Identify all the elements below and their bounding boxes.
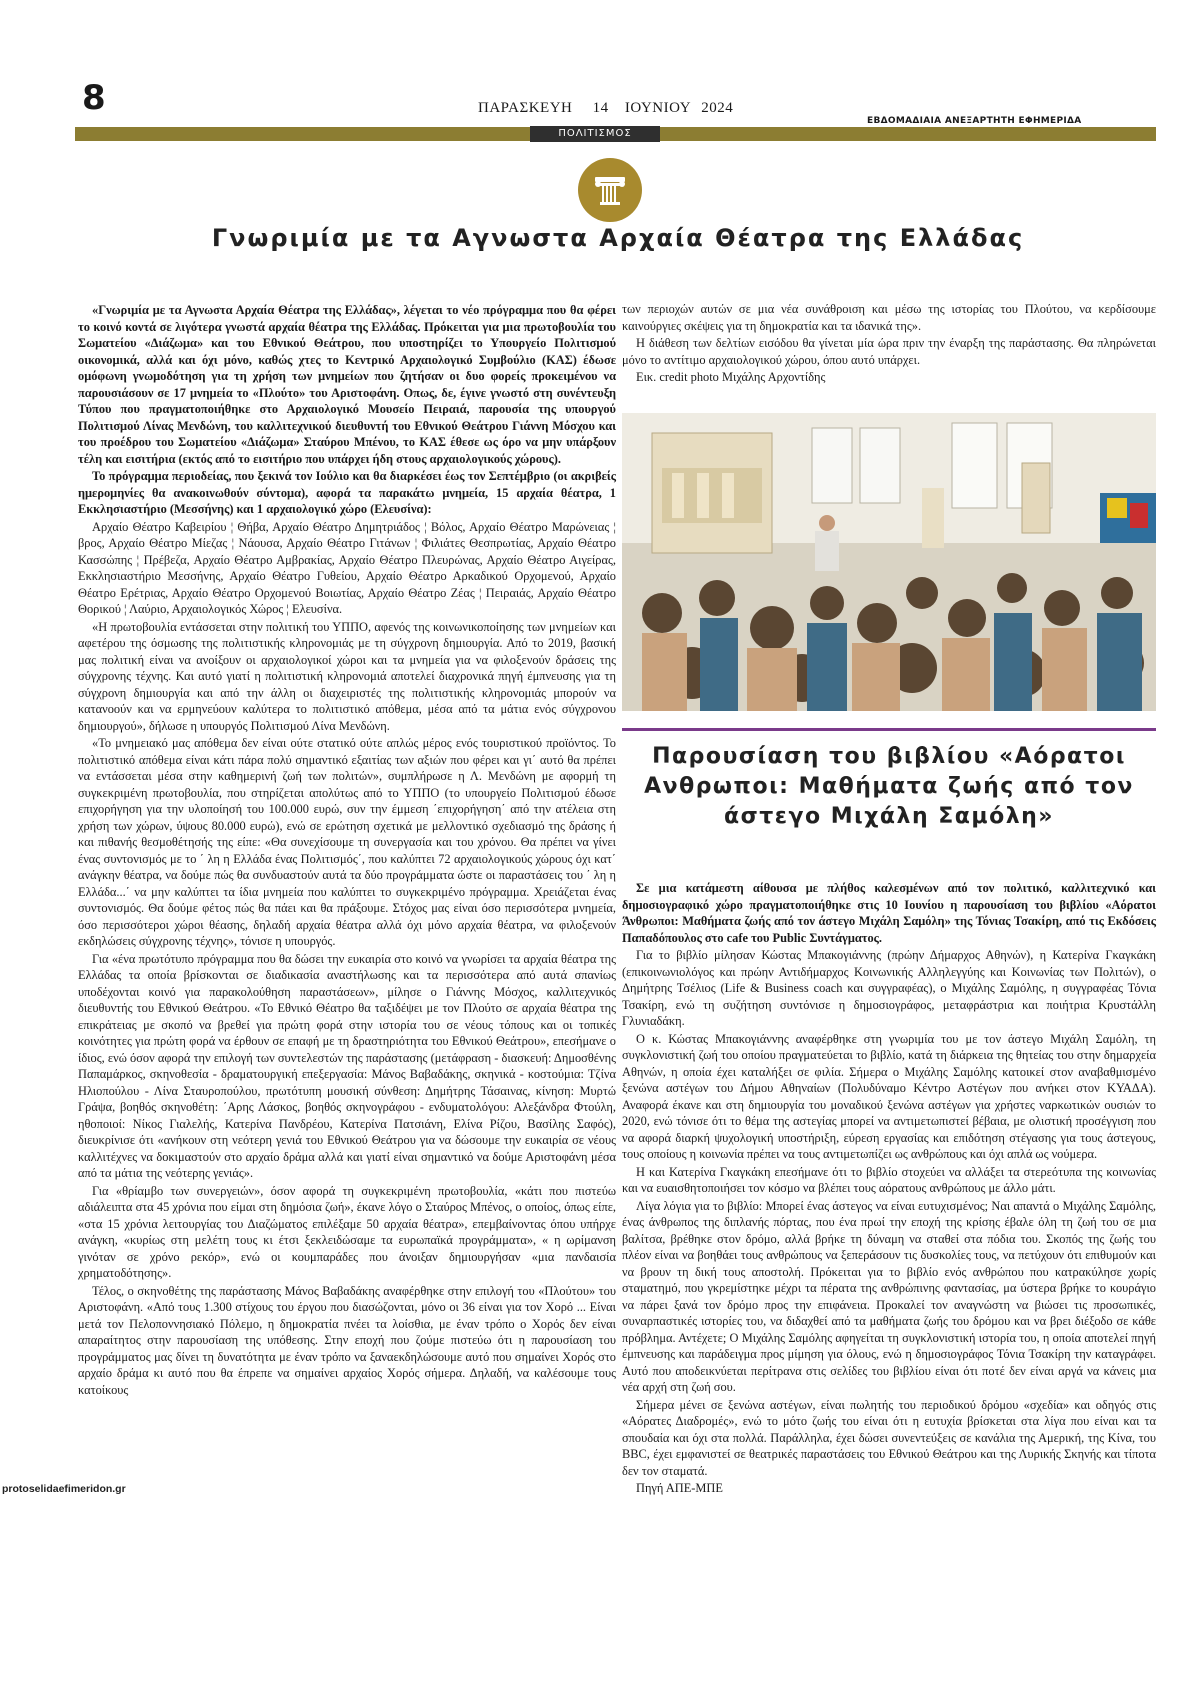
article-paragraph: «Το μνημειακό μας απόθεμα δεν είναι ούτε στατικό ούτε απλώς μέρος ενός τουριστικού προϊόντος. Το πολιτιστικό απόθεμα είναι κάτι πάρα πολύ σημαντικό εξαιτίας των αξιών που φέρει και γι΄ αυτό θα πρέπει να εντάσσεται μέσα στην καθημερινή ζωή των πολιτών», συμπλήρωσε η Λ. Μενδώνη με αφορμή τη συγκεκριμένη πρωτοβουλία, που στηρίζεται απολύτως από το ΥΠΠΟ (το υπουργείο Πολιτισμού έδωσε επιχορήγηση για την υλοποίησή του 100.000 ευρώ, συν την έμμεση ΄επιχορήγηση΄ από την ατέλεια στη χρήση των χώρων, ύψους 80.000 ευρώ), ενώ σε ερώτηση σχετικά με μελλοντικό σχεδιασμό της δράσης ή και πιθανής θεσμοθέτησής της είπε: «Θα συνεχίσουμε τη συνεργασία και του χρόνου. Θα πρέπει να γίνει ένας συντονισμός με το ΄ λη η Ελλάδα ένας Πολιτισμός΄, που καλύπτει 72 αρχαιολογικούς χώρους όχι κατ΄ ανάγκην θέατρα, να δούμε πώς θα συνδυαστούν αυτά τα δύο προγράμματα ώστε οι παραστάσεις του ΄ λη η Ελλάδα...΄ να μην καλύπτει τα ίδια μνημεία που καλύπτει το συγκεκριμένο πρόγραμμα. Χρειάζεται ένας συντονισμός. Θα δούμε φέτος πώς θα πάει και θα πράξουμε. Στόχος μας είναι όσο περισσότερα μνημεία, όσο περισσότεροι χώροι θέασης, δηλαδή αρχαία θέατρα αλλά όχι μόνο αρχαία θέατρα, να φιλοξενούν εκδηλώσεις σύγχρονης τέχνης», τόνισε η υπουργός. xyxy=(78,736,616,948)
article-paragraph: Για «θρίαμβο των συνεργειών», όσον αφορά τη συγκεκριμένη πρωτοβουλία, «κάτι που πιστεύω αδιάλειπτα στα 45 χρόνια που είμαι στη δημόσια ζωή», έκανε λόγο ο Σταύρος Μπένος, ο οποίος, όπως είπε, «στα 15 χρόνια λειτουργίας του Διαζώματος επιλέξαμε 50 αρχαία θέατρα», επεμβαίνοντας όπου υπήρχε ανάγκη, «κυρίως στη μελέτη τους κι έτσι ξεκλειδώσαμε τα ευρωπαϊκά προγράμματα», « η ωρίμανση γινόταν σε χρόνο ρεκόρ», ενώ οι κουμπαράδες που άνοιξαν δημιουργήσαν «μια πανδαισία χρηματοδότησης». xyxy=(78,1183,616,1280)
column-icon xyxy=(578,158,642,222)
masthead: ΕΒΔΟΜΑΔΙΑΙΑ ΑΝΕΞΑΡΤΗΤΗ ΕΦΗΜΕΡΙΔΑ xyxy=(867,116,1082,126)
article-paragraph: Η διάθεση των δελτίων εισόδου θα γίνεται μία ώρα πριν την έναρξη της παράστασης. Θα πληρώνεται μόνο το αντίτιμο αρχαιολογικού χώρου, όπου αυτό υπάρχει. xyxy=(622,336,1156,367)
article-paragraph: Σε μια κατάμεστη αίθουσα με πλήθος καλεσμένων από τον πολιτικό, καλλιτεχνικό και δημοσιογραφικό χώρο πραγματοποιήθηκε στις 10 Ιουνίου η παρουσίαση του βιβλίου «Αόρατοι Άνθρωποι: Μαθήματα ζωής από τον άστεγο Μιχάλη Σαμόλη» της Τόνιας Τσακίρη, από τις Εκδόσεις Παπαδόπουλος στο cafe του Public Συντάγματος. xyxy=(622,881,1156,945)
article-paragraph: Ο κ. Κώστας Μπακογιάννης αναφέρθηκε στη γνωριμία του με τον άστεγο Μιχάλη Σαμόλη, τη συγκλονιστική ζωή του οποίου πραγματεύεται το βιβλίο, κατά τη διάρκεια της θητείας του στην δημαρχεία Αθηνών, η οποία έχει καταλήξει σε φιλία. Σήμερα ο Μιχάλης Σαμόλης κατοικεί στον αναβαθμισμένο ξενώνα αστέγων του Δήμου Αθηναίων (Πολυδύναμο Κέντρο Αστέγων που ανήκει στον ΚΥΑΔΑ). Αναφορά έκανε και στη δημιουργία του μοναδικού ξενώνα αστέγων για χρήστες ναρκωτικών ουσιών το 2020, ενώ τόνισε ότι το θέμα της αστεγίας μπορεί να αντιμετωπιστεί βέβαια, με ολιστική προσέγγιση που να αφορά διαρκή ψυχολογική υποστήριξη, εύρεση εργασίας και επιδότηση στέγασης για τους άστεγους, τους οποίους η κοινωνία πρέπει να τους αντιμετωπίζει ως ανθρώπους και όχι απλά ως νούμερα. xyxy=(622,1031,1156,1161)
article-paragraph: Λίγα λόγια για το βιβλίο: Μπορεί ένας άστεγος να είναι ευτυχισμένος; Ναι απαντά ο Μιχάλης Σαμόλης, ένας άνθρωπος της διπλανής πόρτας, που ένα πρωί την εποχή της κρίσης έβαλε όλη τη ζωή του σε μια βαλίτσα, βρέθηκε στον δρόμο, αλλά βρήκε τη δύναμη να σταθεί στα πόδια του. Σκοπός της ζωής του πλέον είναι να βοηθάει τους ανθρώπους να ξεπεράσουν τις δυσκολίες τους, να πετύχουν ότι επιθυμούν και να βρουν τη δική τους αποστολή. Πρόκειται για το βιβλίο ενός ανθρώπου που κατρακύλησε χωρίς σταματημό, που γκρεμίστηκε μέχρι τα πέρατα της ανθρώπινης φαντασίας, μα ύστερα βρήκε το κουράγιο να πάρει ξανά τον δρόμο προς την επιφάνεια. Προκαλεί τον αναγνώστη να βιώσει τις προσωπικές, συναρπαστικές ιστορίες του, να διδαχθεί από τα μαθήματα ζωής του δρόμου και να βρει διέξοδο σε κάθε πρόβλημα. Αντέχετε; Ο Μιχάλης Σαμόλης αφηγείται τη συγκλονιστική ιστορία του, η οποία αποτελεί πηγή έμπνευσης και παράδειγμα προς μίμηση για όλους, ενώ η δημοσιογράφος Τόνια Τσακίρη την καταγράφει. Αυτό που αποδεικνύεται περίτρανα στις σελίδες του βιβλίου είναι ότι ποτέ δεν είναι αργά να κάνεις μια νέα αρχή στη ζωή σου. xyxy=(622,1198,1156,1394)
page-number: 8 xyxy=(82,78,106,118)
article-body-continuation xyxy=(622,301,1156,387)
article-paragraph: Αρχαίο Θέατρο Καβειρίου ¦ Θήβα, Αρχαίο Θέατρο Δημητριάδος ¦ Βόλος, Αρχαίο Θέατρο Μαρώνειας ¦ βρος, Αρχαίο Θέατρο Μίεζας ¦ Νάουσα, Αρχαίο Θέατρο Γιτάνων ¦ Φιλιάτες Θεσπρωτίας, Αρχαίο Θέατρο Κασσώπης ¦ Πρέβεζα, Αρχαίο Θέατρο Αμβρακίας, Αρχαίο Θέατρο Πλευρώνας, Αρχαίο Θέατρο Αιγείρας, Εκκλησιαστήριο Μεσσήνης, Αρχαίο Θέατρο Γυθείου, Αρχαίο Θέατρο Αρκαδικού Ορχομενού, Αρχαίο Θέατρο Ερέτριας, Αρχαίο Θέατρο Ορχομενού Βοιωτίας, Αρχαίο Θέατρο Ζέας ¦ Πειραιάς, Αρχαίο Θέατρο Θορικού ¦ Λαύριο, Αρχαιολογικός Χώρος ¦ Ελευσίνα. xyxy=(78,519,616,616)
article-paragraph: των περιοχών αυτών σε μια νέα συνάθροιση και μέσω της ιστορίας του Πλούτου, να κερδίσουμε καινούργιες σκέψεις για τη δημοκρατία και τα ιδανικά της». xyxy=(622,302,1156,333)
watermark: protoselidaefimeridon.gr xyxy=(2,1483,126,1495)
date-year: 2024 xyxy=(701,100,734,116)
article-paragraph: Η και Κατερίνα Γκαγκάκη επεσήμανε ότι το βιβλίο στοχεύει να αλλάξει τα στερεότυπα της κοινωνίας και να ευαισθητοποιήσει τον κόσμο να βλέπει τους αόρατους ανθρώπους με άλλο μάτι. xyxy=(622,1164,1156,1195)
dateline xyxy=(478,100,739,117)
source-credit: Πηγή ΑΠΕ-ΜΠΕ xyxy=(636,1481,723,1495)
article-body-left xyxy=(78,302,616,1399)
section-label: ΠΟΛΙΤΙΣΜΟΣ xyxy=(530,126,660,142)
article-paragraph: Τέλος, ο σκηνοθέτης της παράστασης Μάνος Βαβαδάκης αναφέρθηκε στην επιλογή του «Πλούτου» του Αριστοφάνη. «Από τους 1.300 στίχους του έργου που διασώζονται, μόνο οι 36 είναι για τον Χορό ... Είναι μετά τον Πελοποννησιακό Πόλεμο, η δημοκρατία πνέει τα λοίσθια, με έναν τρόπο ο Χορός δεν είναι απαραίτητος στην παρουσίαση της υπόθεσης. Στην εποχή που ζούμε πιστεύω ότι η παρουσίαση του προγράμματος μας δίνει τη δυνατότητα με έναν τρόπο να ξαναεκδηλώσουμε αυτό που σημαίνει Χορός στο αρχαίο δράμα κι αυτό που θα έπρεπε να σημαίνει αρχαίος Χορός σήμερα. Δηλαδή, να καλέσουμε τους κατοίκους xyxy=(78,1283,616,1397)
date-month: ΙΟΥΝΙΟΥ xyxy=(624,100,692,116)
date-day: 14 xyxy=(592,100,609,116)
divider xyxy=(622,728,1156,731)
article-title-secondary: Παρουσίαση του βιβλίου «Αόρατοι Ανθρωποι: Μαθήματα ζωής από τον άστεγο Μιχάλη Σαμόλη» xyxy=(644,744,1134,829)
article-body-secondary xyxy=(622,880,1156,1498)
photo-credit: Εικ. credit photo Μιχάλης Αρχοντίδης xyxy=(636,370,826,384)
event-photo xyxy=(622,413,1156,711)
article-paragraph: Για «ένα πρωτότυπο πρόγραμμα που θα δώσει την ευκαιρία στο κοινό να γνωρίσει τα αρχαία θέατρα της Ελλάδας τα οποία βρίσκονται σε διαδικασία αναστήλωσης και τα περισσότερα από αυτά σπανίως υποδέχονται κοινό για παρακολούθηση παραστάσεων», μίλησε ο Γιάννης Μόσχος, καλλιτεχνικός διευθυντής του Εθνικού Θεάτρου. «Το Εθνικό Θέατρο θα ταξιδέψει με τον Πλούτο σε αρχαία θέατρα της επικράτειας με σκοπό να βρεθεί για πρώτη φορά στην ιστορία του σε νέους τόπους και οι τοπικές κοινότητες για πρώτη φορά να έρθουν σε επαφή με τη δραστηριότητα του Εθνικού Θεάτρου», επεσήμανε ο ίδιος, ενώ όσον αφορά την επιλογή των συντελεστών της παράστασης (μετάφραση - διασκευή: Δημοσθένης Παπαμάρκος, σκηνοθεσία - δραματουργική επεξεργασία: Μάνος Βαβαδάκης, σκηνικά - κοστούμια: Τζίνα Ηλιοπούλου - Λίνα Σταυροπούλου, πρωτότυπη μουσική σύνθεση: Δημήτρης Τάσαινας, κίνηση: Μυρτώ Γράψα, βοηθός σκηνοθέτη: ΄Αρης Λάσκος, βοηθός σκηνογράφου - ενδυματολόγου: Αλεξάνδρα Φτούλη, ηθοποιοί: Νίκος Γιαλελής, Κατερίνα Πανδρέου, Κατερίνα Πατσιάνη, Ελίνα Ρίζου, Βασίλης Σαφός), διευκρίνισε ότι «ανήκουν στη νεότερη γενιά του Εθνικού Θεάτρου για να δώσουμε την ευκαιρία σε νέους καλλιτέχνες να δοκιμαστούν στο αρχαίο δράμα αλλά και γιατί είναι σημαντικό να δούμε Αριστοφάνη μέσα από τα μάτια της νεότερης γενιάς». xyxy=(78,951,616,1180)
article-paragraph: Σήμερα μένει σε ξενώνα αστέγων, είναι πωλητής του περιοδικού δρόμου «σχεδία» και οδηγός στις «Αόρατες Διαδρομές», ενώ το μότο ζωής του είναι ότι η ευτυχία βρίσκεται στα λίγα που είναι και τα σπουδαία και όχι στα πολλά. Παράλληλα, έχει δώσει συνεντεύξεις σε κανάλια της Αμερική, της Κίνα, του BBC, έχει εμφανιστεί σε θεατρικές παραστάσεις του Εθνικού Θεάτρου και της Λυρικής Σκηνής και τίποτα δεν τον σταματά. xyxy=(622,1397,1156,1478)
date-day-name: ΠΑΡΑΣΚΕΥΗ xyxy=(478,100,573,116)
article-paragraph: Για το βιβλίο μίλησαν Κώστας Μπακογιάννης (πρώην Δήμαρχος Αθηνών), η Κατερίνα Γκαγκάκη (επικοινωνιολόγος και πρώην Αντιδήμαρχος Κοινωνικής Αλληλεγγύης και Κοινωνίας των Πολιτών), ο Δημήτρης Τσέλιος (Life & Business coach και συγγραφέας), ο Μιχάλης Σαμόλης, η συγγραφέας Τόνια Τσακίρη, ενώ τη συζήτηση συντόνισε η δημοσιογράφος, μεταφράστρια και ποιήτρια Κρυστάλλη Γλυνιαδάκη. xyxy=(622,948,1156,1028)
article-paragraph: «Η πρωτοβουλία εντάσσεται στην πολιτική του ΥΠΠΟ, αφενός της κοινωνικοποίησης των μνημείων και αφετέρου της όσμωσης της πολιτιστικής κληρονομιάς με τη σύγχρονη δημιουργία. Από το 2019, βασική μας πολιτική είναι να ανοίξουν οι αρχαιολογικοί χώροι και τα μνημεία για να φιλοξενούν δράσεις της σύγχρονης τέχνης. Και αυτό γιατί η πολιτιστική κληρονομιά αποτελεί διαχρονικά πηγή έμπνευσης για τη σύγχρονη δημιουργία και από την άλλη οι διαχειριστές της πολιτιστικής κληρονομιάς μπορούν να κατανοούν και να ερμηνεύουν καλύτερα το πολιτιστικό απόθεμα, μέσα από τα μάτια ενός σύγχρονου δημιουργού», δήλωσε η υπουργός Πολιτισμού Λίνα Μενδώνη. xyxy=(78,619,616,733)
article-paragraph: Το πρόγραμμα περιοδείας, που ξεκινά τον Ιούλιο και θα διαρκέσει έως τον Σεπτέμβριο (οι ακριβείς ημερομηνίες θα ανακοινωθούν σύντομα), αφορά τα παρακάτω μνημεία, 15 αρχαία θέατρα, 1 Εκκλησιαστήριο (Μεσσήνης) και 1 αρχαιολογικό χώρο (Ελευσίνα): xyxy=(78,469,616,516)
article-paragraph: «Γνωριμία με τα Αγνωστα Αρχαία Θέατρα της Ελλάδας», λέγεται το νέο πρόγραμμα που θα φέρει το κοινό κοντά σε λιγότερα γνωστά αρχαία θέατρα της Ελλάδας. Πρόκειται για μια πρωτοβουλία του Σωματείου «Διάζωμα» και του Εθνικού Θεάτρου, που υποστηρίζει το Υπουργείο Πολιτισμού οικονομικά, αλλά και όχι μόνο, καθώς χτες το Κεντρικό Αρχαιολογικό Συμβούλιο (ΚΑΣ) έδωσε ομόφωνη γνωμοδότηση για τη χρήση των μνημείων που ζητήσαν οι δυο φορείς προκειμένου να παρουσιάσουν σε 17 μνημεία το «Πλούτο» του Αριστοφάνη. Οπως, δε, έγινε γνωστό στη συνέντευξη Τύπου που πραγματοποιήθηκε στο Αρχαιολογικό Μουσείο Πειραιά, παρουσία της υπουργού Πολιτισμού Λίνας Μενδώνη, του καλλιτεχνικού διευθυντή του Εθνικού Θεάτρου Γιάννη Μόσχου και του προέδρου του Σωματείου «Διάζωμα» Σταύρου Μπένου, το ΚΑΣ έθεσε ως όρο να μην υπάρξουν τέλη και εισιτήρια (εκτός από το εισιτήριο που υπάρχει ήδη στους αρχαιολογικούς χώρους). xyxy=(78,303,616,466)
article-title: Γνωριμία με τα Αγνωστα Αρχαία Θέατρα της Ελλάδας xyxy=(211,224,1025,252)
